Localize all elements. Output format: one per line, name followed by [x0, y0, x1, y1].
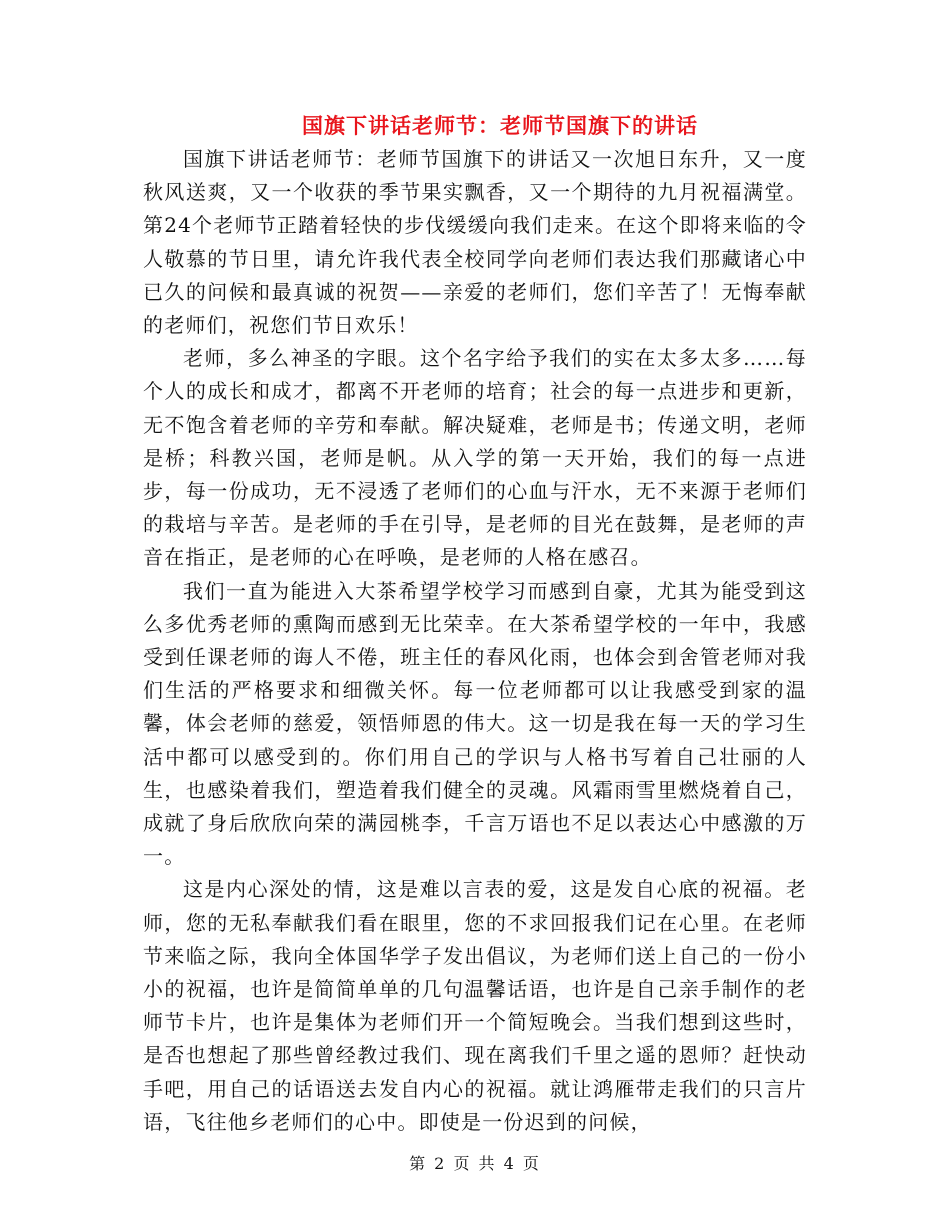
document-title: 国旗下讲话老师节：老师节国旗下的讲话 [302, 113, 698, 138]
paragraph-2: 老师，多么神圣的字眼。这个名字给予我们的实在太多太多……每个人的成长和成才，都离不开老师的培育；社会的每一点进步和更新，无不饱含着老师的辛劳和奉献。解决疑难，老师是书；传递文明，老师是桥；科教兴国，老师是帆。从入学的第一天开始，我们的每一点进步，每一份成功，无不浸透了老师们的心血与汗水，无不来源于老师们的栽培与辛苦。是老师的手在引导，是老师的目光在鼓舞，是老师的声音在指正，是老师的心在呼唤，是老师的人格在感召。 [143, 346, 807, 570]
paragraph-4: 这是内心深处的情，这是难以言表的爱，这是发自心底的祝福。老师，您的无私奉献我们看在眼里，您的不求回报我们记在心里。在老师节来临之际，我向全体国华学子发出倡议，为老师们送上自己的一份小小的祝福，也许是简简单单的几句温馨话语，也许是自己亲手制作的老师节卡片，也许是集体为老师们开一个简短晚会。当我们想到这些时，是否也想起了那些曾经教过我们、现在离我们千里之遥的恩师？赶快动手吧，用自己的话语送去发自内心的祝福。就让鸿雁带走我们的只言片语，飞往他乡老师们的心中。即使是一份迟到的问候， [143, 877, 807, 1134]
paragraph-1: 国旗下讲话老师节：老师节国旗下的讲话又一次旭日东升，又一度秋风送爽，又一个收获的季节果实飘香，又一个期待的九月祝福满堂。第24个老师节正踏着轻快的步伐缓缓向我们走来。在这个即将来临的令人敬慕的节日里，请允许我代表全校同学向老师们表达我们那藏诸心中已久的问候和最真诚的祝贺——亲爱的老师们，您们辛苦了！无悔奉献的老师们，祝您们节日欢乐！ [143, 147, 807, 338]
paragraph-3: 我们一直为能进入大茶希望学校学习而感到自豪，尤其为能受到这么多优秀老师的熏陶而感到无比荣幸。在大茶希望学校的一年中，我感受到任课老师的诲人不倦，班主任的春风化雨，也体会到舍管老师对我们生活的严格要求和细微关怀。每一位老师都可以让我感受到家的温馨，体会老师的慈爱，领悟师恩的伟大。这一切是我在每一天的学习生活中都可以感受到的。你们用自己的学识与人格书写着自己壮丽的人生，也感染着我们，塑造着我们健全的灵魂。风霜雨雪里燃烧着自己，成就了身后欣欣向荣的满园桃李，千言万语也不足以表达心中感激的万一。 [143, 578, 807, 869]
page-number-footer: 第 2 页 共 4 页 [409, 1154, 541, 1173]
document-body [143, 143, 807, 1139]
